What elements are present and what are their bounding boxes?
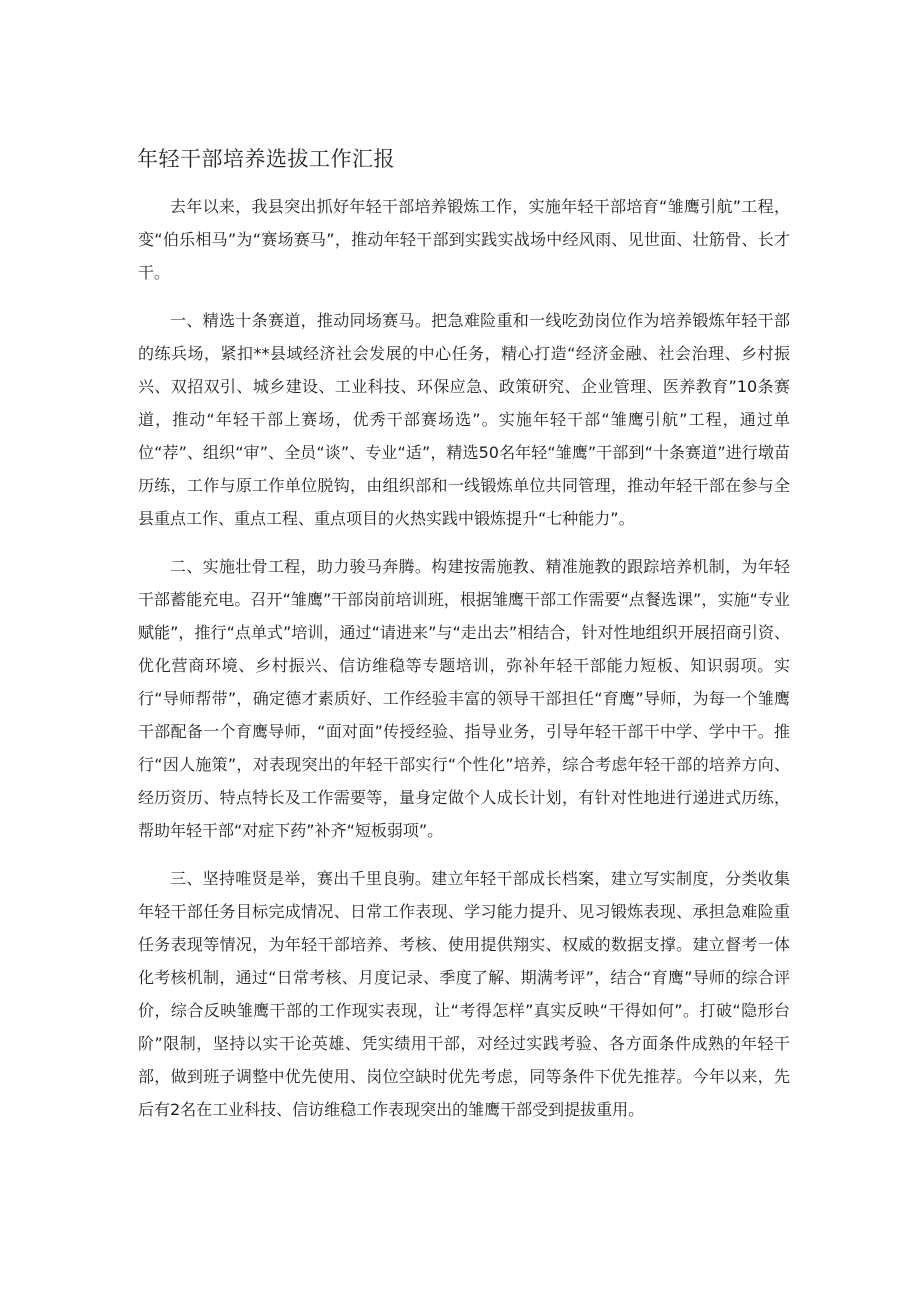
paragraph-section-two: 二、实施壮骨工程，助力骏马奔腾。构建按需施教、精准施教的跟踪培养机制，为年轻干部蓄能充电。召开“雏鹰”干部岗前培训班，根据雏鹰干部工作需要“点餐选课”，实施“专业赋能”，推行“点单式”培训，通过“请进来”与“走出去”相结合，针对性地组织开展招商引资、优化营商环境、乡村振兴、信访维稳等专题培训，弥补年轻干部能力短板、知识弱项。实行“导师帮带”，确定德才素质好、工作经验丰富的领导干部担任“育鹰”导师，为每一个雏鹰干部配备一个育鹰导师，“面对面”传授经验、指导业务，引导年轻干部干中学、学中干。推行“因人施策”，对表现突出的年轻干部实行“个性化”培养，综合考虑年轻干部的培养方向、经历资历、特点特长及工作需要等，量身定做个人成长计划，有针对性地进行递进式历练，帮助年轻干部“对症下药”补齐“短板弱项”。 <box>138 557 790 840</box>
paragraph-section-one: 一、精选十条赛道，推动同场赛马。把急难险重和一线吃劲岗位作为培养锻炼年轻干部的练兵场，紧扣**县域经济社会发展的中心任务，精心打造“经济金融、社会治理、乡村振兴、双招双引、城乡建设、工业科技、环保应急、政策研究、企业管理、医养教育”10条赛道，推动“年轻干部上赛场，优秀干部赛场选”。实施年轻干部“雏鹰引航”工程，通过单位“荐”、组织“审”、全员“谈”、专业“适”，精选50名年轻“雏鹰”干部到“十条赛道”进行墩苗历练，工作与原工作单位脱钩，由组织部和一线锻炼单位共同管理，推动年轻干部在参与全县重点工作、重点工程、重点项目的火热实践中锻炼提升“七种能力”。 <box>138 311 790 528</box>
document-body <box>138 190 790 1141</box>
paragraph-intro: 去年以来，我县突出抓好年轻干部培养锻炼工作，实施年轻干部培育“雏鹰引航”工程，变“伯乐相马”为“赛场赛马”，推动年轻干部到实践实战场中经风雨、见世面、壮筋骨、长才干。 <box>138 197 790 282</box>
paragraph-section-three: 三、坚持唯贤是举，赛出千里良驹。建立年轻干部成长档案，建立写实制度，分类收集年轻干部任务目标完成情况、日常工作表现、学习能力提升、见习锻炼表现、承担急难险重任务表现等情况，为年轻干部培养、考核、使用提供翔实、权威的数据支撑。建立督考一体化考核机制，通过“日常考核、月度记录、季度了解、期满考评”，结合“育鹰”导师的综合评价，综合反映雏鹰干部的工作现实表现，让“考得怎样”真实反映“干得如何”。打破“隐形台阶”限制，坚持以实干论英雄、凭实绩用干部，对经过实践考验、各方面条件成熟的年轻干部，做到班子调整中优先使用、岗位空缺时优先考虑，同等条件下优先推荐。今年以来，先后有2名在工业科技、信访维稳工作表现突出的雏鹰干部受到提拔重用。 <box>138 869 790 1119</box>
document-title: 年轻干部培养选拔工作汇报 <box>137 147 395 171</box>
